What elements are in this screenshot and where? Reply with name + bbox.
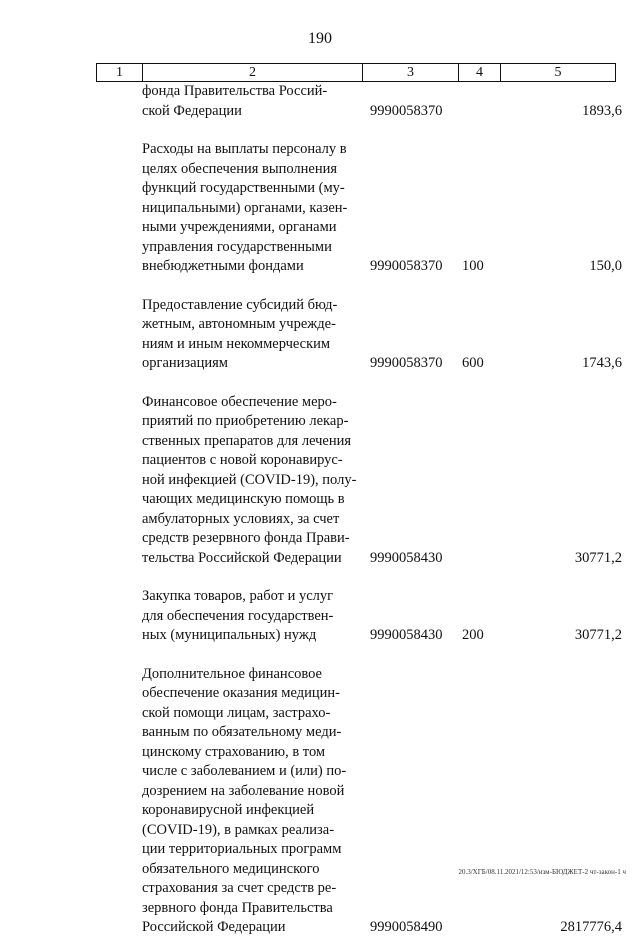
header-col-5: 5 [554,65,562,80]
table-header [96,63,616,82]
expense-name-line: ской помощи лицам, застрахо- [142,704,331,721]
expense-type-code: 200 [462,627,484,643]
target-article-code: 9990058490 [370,919,443,935]
expense-name-line: Дополнительное финансовое [142,665,322,682]
budget-table-body [142,82,622,938]
expense-name-line: фонда Правительства Россий- [142,83,328,99]
expense-name-line: средств резервного фонда Прави- [142,530,350,546]
target-article-code: 9990058370 [370,355,443,371]
expense-name-line: приятий по приобретению лекар- [142,413,349,429]
expense-name-line: ниям и иным некоммерческим [142,335,331,352]
expense-name-line: управления государственными [142,238,332,255]
expense-name-line: (COVID-19), в рамках реализа- [142,821,335,838]
expense-name-line: Финансовое обеспечение меро- [142,393,337,410]
expense-name [142,587,360,646]
expense-name-line: целях обеспечения выполнения [142,160,338,177]
amount: 2817776,4 [560,919,622,935]
expense-name [142,140,360,277]
amount: 1743,6 [582,355,622,371]
expense-name-line: ции территориальных программ [142,841,342,857]
expense-name-line: ственных препаратов для лечения [142,432,352,449]
expense-name-line: ных (муниципальных) нужд [142,627,317,643]
expense-name [142,296,360,374]
table-row [142,393,622,569]
amount: 150,0 [589,258,622,274]
table-row [142,82,622,121]
expense-name-line: обеспечение оказания медицин- [142,685,340,701]
expense-name-line: жетным, автономным учрежде- [142,316,336,332]
amount: 30771,2 [574,549,622,566]
expense-name-line: числе с заболеванием и (или) по- [142,763,347,779]
expense-name-line: пациентов с новой коронавирус- [142,452,343,468]
expense-name-line: коронавирусной инфекцией [142,802,315,818]
expense-name-line: функций государственными (му- [142,180,345,196]
expense-name-line: амбулаторных условиях, за счет [142,510,340,527]
expense-name-line: Закупка товаров, работ и услуг [142,588,334,604]
expense-name-line: Предоставление субсидий бюд- [142,296,338,313]
header-col-3: 3 [363,64,459,81]
expense-name-line: внебюджетными фондами [142,258,304,274]
header-col-1: 1 [97,64,143,81]
expense-name [142,665,360,938]
target-article-code: 9990058430 [370,627,443,643]
expense-name-line: ной инфекцией (COVID-19), полу- [142,471,357,488]
page-number: 190 [308,30,332,47]
expense-name-line: организациям [142,355,228,371]
expense-name-line: тельства Российской Федерации [142,549,342,566]
expense-name-line: обязательного медицинского [142,860,320,877]
table-row [142,296,622,374]
expense-name [142,82,360,121]
expense-name-line: ниципальными) органами, казен- [142,199,348,216]
expense-name-line: для обеспечения государствен- [142,607,334,624]
expense-name-line: ской Федерации [142,102,242,119]
expense-type-code: 600 [462,355,484,371]
expense-name-line: ными учреждениями, органами [142,219,337,235]
expense-name-line: цинскому страхованию, в том [142,743,326,760]
target-article-code: 9990058370 [370,258,443,274]
amount: 30771,2 [574,627,622,643]
table-row [142,140,622,277]
expense-name [142,393,360,569]
amount: 1893,6 [582,102,622,119]
expense-type-code: 100 [462,258,484,274]
target-article-code: 9990058370 [370,102,443,119]
expense-name-line: Расходы на выплаты персоналу в [142,141,347,157]
expense-name-line: зервного фонда Правительства [142,899,333,916]
expense-name-line: Российской Федерации [142,919,286,935]
table-row [142,665,622,938]
expense-name-line: дозрением на заболевание новой [142,782,345,799]
expense-name-line: ванным по обязательному меди- [142,724,342,740]
header-col-2: 2 [143,64,363,81]
table-row [142,587,622,646]
expense-name-line: страхования за счет средств ре- [142,880,337,896]
target-article-code: 9990058430 [370,549,443,566]
document-footer: 20.3/ХГБ/08.11.2021/12:53/изм-БЮДЖЕТ-2 чт-закон-1 ч [458,868,626,876]
header-col-4: 4 [459,64,501,81]
expense-name-line: чающих медицинскую помощь в [142,491,345,507]
